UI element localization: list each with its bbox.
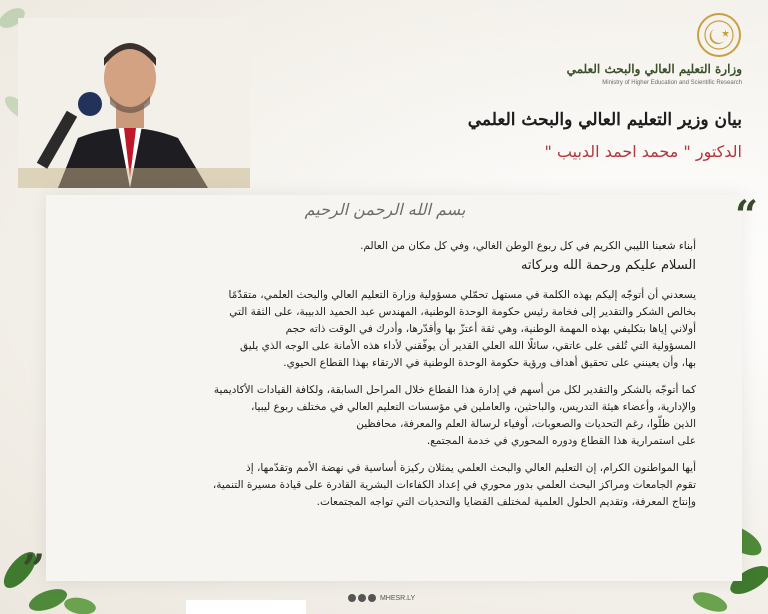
- paragraph-line: على استمرارية هذا القطاع ودوره المحوري في خدمة المجتمع.: [426, 435, 696, 447]
- facebook-icon: [358, 594, 366, 602]
- paragraph-line: وإنتاج المعرفة، وتقديم الحلول العلمية لمختلف القضايا والتحديات التي تواجه المجتمعات.: [316, 496, 696, 508]
- paragraph-line: الذين ظلّوا، رغم التحديات والصعوبات، أوفياء لرسالة العلم والمعرفة، محافظين: [356, 418, 696, 430]
- opening-line: أبناء شعبنا الليبي الكريم في كل ربوع الوطن الغالي، وفي كل مكان من العالم.: [360, 240, 696, 252]
- open-quote-icon: “: [734, 192, 758, 239]
- statement-body: [96, 238, 696, 511]
- ministry-name-ar: وزارة التعليم العالي والبحث العلمي: [566, 62, 742, 76]
- paragraph-1: [96, 287, 696, 372]
- paragraph-line: أولاني إياها بتكليفي بهذه المهمة الوطنية، وهي ثقة أعتزّ بها وأقدّرها، وأدرك في الوقت ذاته حجم: [285, 323, 696, 335]
- basmala: بسم الله الرحمن الرحيم: [304, 200, 466, 219]
- minister-name: الدكتور " محمد احمد الدبيب ": [544, 142, 742, 161]
- social-footer: [348, 594, 415, 602]
- greeting: السلام عليكم ورحمة الله وبركاته: [520, 258, 696, 273]
- statement-title: بيان وزير التعليم العالي والبحث العلمي: [467, 110, 742, 130]
- paragraph-line: المسؤولية التي تُلقى على عاتقي، سائلًا الله العلي القدير أن يوفّقني لأداء هذه الأمانة على الوجه الذي يليق: [240, 340, 696, 352]
- ministry-name-en: Ministry of Higher Education and Scientific Research: [602, 80, 742, 86]
- paragraph-line: كما أتوجّه بالشكر والتقدير لكل من أسهم في إدارة هذا القطاع خلال المراحل السابقة، ولكافة القيادات الأكاديمية: [213, 384, 696, 396]
- instagram-icon: [348, 594, 356, 602]
- paragraph-line: بها، وأن يعينني على تحقيق أهداف ورؤية حكومة الوحدة الوطنية في الارتقاء بهذا القطاع الحيوي.: [283, 357, 696, 369]
- footer-blank-area: [186, 600, 306, 614]
- paragraph-line: أيها المواطنون الكرام، إن التعليم العالي والبحث العلمي يمثلان ركيزة أساسية في نهضة الأمم وتقدّمها، إذ: [246, 462, 696, 474]
- close-quote-icon: ”: [22, 546, 46, 593]
- paragraph-line: والإدارية، وأعضاء هيئة التدريس، والباحثين، والعاملين في مؤسسات التعليم العالي في مختلف ربوع ليبيا،: [250, 401, 696, 413]
- youtube-icon: [368, 594, 376, 602]
- paragraph-3: [96, 460, 696, 511]
- paragraph-line: بخالص الشكر والتقدير إلى فخامة رئيس حكومة الوحدة الوطنية، المهندس عبد الحميد الدبيبة، على الثقة التي: [229, 306, 696, 318]
- paragraph-line: تقوم الجامعات ومراكز البحث العلمي بدور محوري في إعداد الكفاءات البشرية القادرة على قيادة مسيرة التنمية،: [212, 479, 696, 491]
- social-handle: MHESR.LY: [379, 594, 416, 602]
- ministry-logo-icon: [696, 12, 742, 58]
- paragraph-2: [96, 382, 696, 450]
- minister-photo: [18, 18, 250, 188]
- paragraph-line: يسعدني أن أتوجّه إليكم بهذه الكلمة في مستهل تحمّلي مسؤولية وزارة التعليم العالي والبحث العلمي، متقدّمًا: [228, 289, 696, 301]
